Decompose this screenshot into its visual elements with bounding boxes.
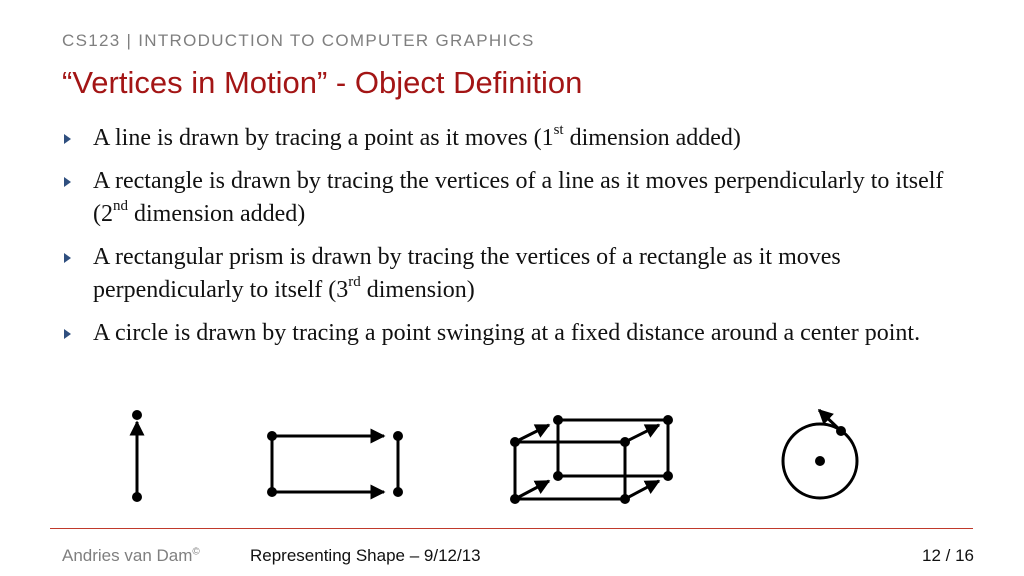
- triangle-bullet-icon: [64, 177, 71, 187]
- bullet-item-circle: [62, 317, 962, 350]
- course-header: CS123 | INTRODUCTION TO COMPUTER GRAPHICS: [62, 31, 535, 50]
- shape-figures: [0, 400, 1024, 520]
- bullet-text-pre: A circle is drawn by tracing a point swinging at a fixed distance around a center point.: [93, 320, 921, 346]
- vertex-dot: [393, 487, 403, 497]
- vertex-dot: [510, 437, 520, 447]
- vertex-dot: [393, 431, 403, 441]
- triangle-bullet-icon: [64, 134, 71, 144]
- circle-diagram: [783, 410, 857, 498]
- footer-title: Representing Shape – 9/12/13: [250, 546, 481, 565]
- bullet-item-rectangle: [62, 165, 962, 231]
- bullet-list: [62, 122, 962, 360]
- vertex-dot: [510, 494, 520, 504]
- bullet-text-post: dimension): [360, 277, 475, 303]
- vertex-dot: [553, 471, 563, 481]
- footer-author: [62, 546, 200, 566]
- bullet-superscript: st: [553, 122, 564, 138]
- copyright-mark: ©: [192, 546, 200, 558]
- bullet-text-post: dimension added): [128, 201, 306, 227]
- prism-diagram: [510, 415, 673, 504]
- vertex-dot: [132, 410, 142, 420]
- bullet-text-pre: A line is drawn by tracing a point as it moves (1: [93, 125, 554, 151]
- vertex-dot: [663, 471, 673, 481]
- prism-trace-arrow: [515, 425, 549, 442]
- prism-trace-arrow: [515, 481, 549, 499]
- bullet-superscript: nd: [113, 198, 128, 214]
- prism-trace-arrow: [625, 481, 659, 499]
- bullet-superscript: rd: [348, 274, 361, 290]
- circle-trace-arrow: [819, 410, 841, 431]
- vertex-dot: [620, 437, 630, 447]
- line-diagram: [132, 410, 142, 502]
- triangle-bullet-icon: [64, 329, 71, 339]
- bullet-text-pre: A rectangle is drawn by tracing the vertices of a line as it moves perpendicularly to itself (2: [93, 168, 944, 227]
- vertex-dot: [553, 415, 563, 425]
- page-number: 12 / 16: [922, 546, 974, 565]
- slide-title: “Vertices in Motion” - Object Definition: [62, 65, 583, 100]
- vertex-dot: [132, 492, 142, 502]
- footer-divider: [50, 528, 973, 529]
- prism-trace-arrow: [625, 425, 659, 442]
- author-name: Andries van Dam: [62, 546, 193, 565]
- bullet-text-pre: A rectangular prism is drawn by tracing the vertices of a rectangle as it moves perpendicularly to itself (3: [93, 244, 841, 303]
- bullet-item-line: [62, 122, 962, 155]
- vertex-dot: [267, 487, 277, 497]
- rectangle-diagram: [267, 431, 403, 497]
- bullet-text-post: dimension added): [563, 125, 741, 151]
- triangle-bullet-icon: [64, 253, 71, 263]
- vertex-dot: [620, 494, 630, 504]
- vertex-dot: [663, 415, 673, 425]
- vertex-dot: [267, 431, 277, 441]
- center-dot: [815, 456, 825, 466]
- bullet-item-prism: [62, 241, 962, 307]
